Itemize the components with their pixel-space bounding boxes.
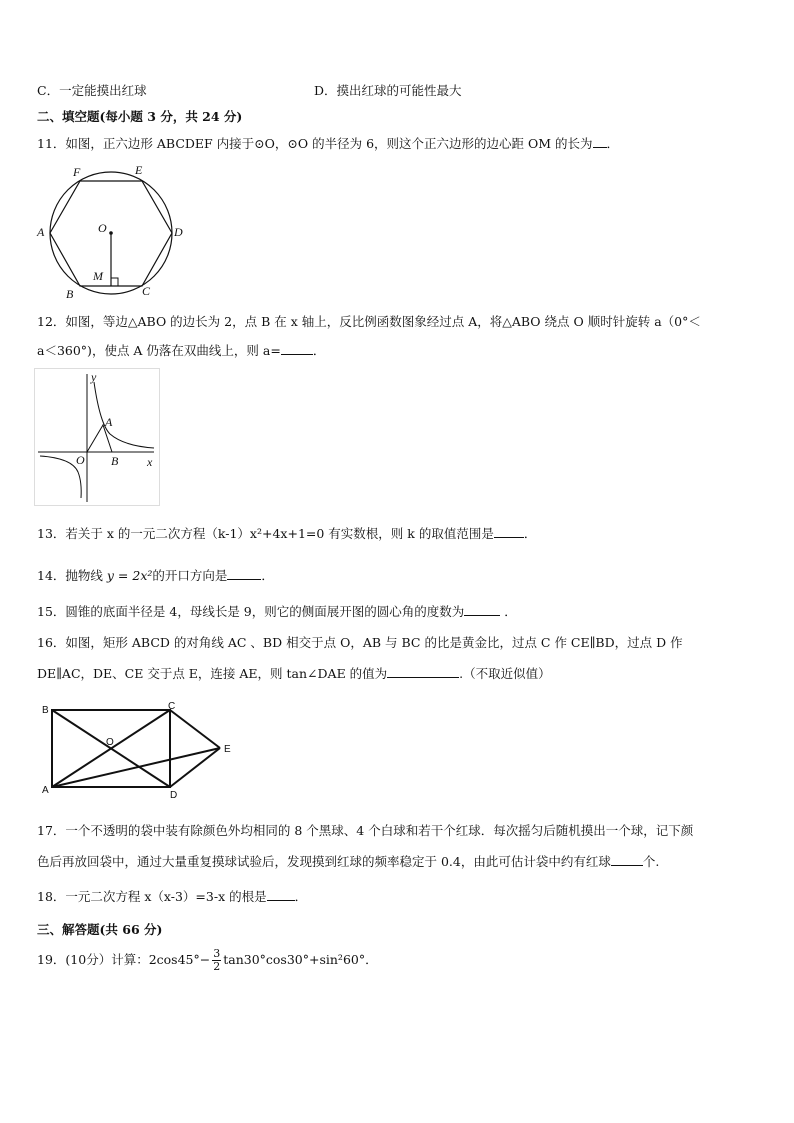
- q19-numerator: 3: [213, 947, 221, 960]
- q12-end: ．: [312, 343, 326, 358]
- q16-text: DE∥AC，DE、CE 交于点 E，连接 AE，则 tan∠DAE 的值为: [37, 666, 388, 681]
- q11-end: ．: [606, 136, 620, 151]
- label-a: A: [42, 785, 49, 796]
- q16-blank: [387, 665, 459, 678]
- label-o: O: [76, 453, 85, 467]
- q17-text: 色后再放回袋中，通过大量重复摸球试验后，发现摸到红球的频率稳定于 0.4，由此可估计袋中约有红球: [37, 854, 611, 869]
- question-12-line1: 12．如图，等边△ABO 的边长为 2，点 B 在 x 轴上，反比例函数图象经过点 A，将△ABO 绕点 O 顺时针旋转 a（0°＜: [37, 314, 701, 329]
- label-d: D: [170, 790, 178, 801]
- q11-blank: [593, 135, 607, 148]
- label-c: C: [168, 701, 176, 712]
- label-d: D: [174, 225, 183, 239]
- q15-blank: [464, 603, 500, 616]
- question-16-line2: [37, 665, 551, 683]
- q17-blank: [611, 853, 643, 866]
- question-19: [37, 946, 378, 974]
- q14-pre: 14．抛物线: [37, 568, 103, 583]
- question-11: [37, 135, 619, 153]
- hyperbola-branch-1: [94, 382, 154, 448]
- q15-text: 15．圆锥的底面半径是 4，母线长是 9，则它的侧面展开图的圆心角的度数为: [37, 604, 465, 619]
- q14-end: ．: [261, 568, 274, 583]
- question-17-line1: 17．一个不透明的袋中装有除颜色外均相同的 8 个黑球、4 个白球和若干个红球．每次摇匀后随机摸出一个球，记下颜: [37, 823, 694, 838]
- q14-blank: [227, 567, 261, 580]
- label-e: E: [224, 744, 231, 755]
- q14-post: 的开口方向是: [152, 568, 228, 583]
- question-13: [37, 525, 536, 543]
- q11-text: 11．如图，正六边形 ABCDEF 内接于⊙O，⊙O 的半径为 6，则这个正六边形的边心距 OM 的长为: [37, 136, 593, 151]
- q19-pre: 19．(10分）计算：2cos45°−: [37, 952, 211, 967]
- point-o: [109, 231, 113, 235]
- q13-blank: [494, 525, 524, 538]
- q12-text: a＜360°)，使点 A 仍落在双曲线上，则 a=: [37, 343, 281, 358]
- label-a: A: [37, 225, 45, 239]
- label-f: F: [73, 165, 81, 179]
- label-x: x: [147, 455, 153, 469]
- label-b: B: [111, 454, 119, 468]
- question-16-line1: 16．如图，矩形 ABCD 的对角线 AC 、BD 相交于点 O，AB 与 BC 的比是黄金比，过点 C 作 CE∥BD，过点 D 作: [37, 635, 683, 650]
- q18-end: ．: [294, 889, 308, 904]
- right-angle-mark: [111, 278, 118, 286]
- question-14: [37, 567, 274, 585]
- triangle-abo: [87, 425, 112, 452]
- label-o: O: [98, 221, 107, 235]
- q19-fraction: [212, 948, 221, 973]
- section-answer: 三、解答题(共 66 分): [37, 922, 163, 937]
- label-c: C: [142, 284, 151, 298]
- q19-denominator: 2: [213, 960, 221, 973]
- hyperbola-figure: [34, 368, 160, 506]
- question-17-line2: [37, 853, 659, 871]
- figure-frame: [35, 369, 160, 506]
- q15-end: ．: [504, 604, 517, 619]
- q18-text: 18．一元二次方程 x（x-3）=3-x 的根是: [37, 889, 267, 904]
- option-c: C．一定能摸出红球: [37, 83, 147, 98]
- question-18: [37, 888, 307, 906]
- q18-blank: [267, 888, 295, 901]
- question-15: [37, 603, 517, 621]
- label-e: E: [135, 163, 143, 177]
- option-d: D．摸出红球的可能性最大: [314, 83, 462, 98]
- q14-formula: y = 2x²: [106, 568, 153, 583]
- hexagon-figure: [34, 160, 194, 302]
- section-fill-blank: 二、填空题(每小题 3 分，共 24 分): [37, 109, 243, 124]
- rectangle-figure: [38, 700, 238, 804]
- label-b: B: [66, 287, 74, 301]
- label-b: B: [42, 705, 49, 716]
- q19-post: tan30°cos30°+sin²60°．: [223, 952, 378, 967]
- label-a: A: [105, 415, 113, 429]
- q16-end: .（不取近似值）: [459, 666, 551, 681]
- q17-end: 个.: [642, 854, 660, 869]
- question-12-line2: [37, 342, 325, 360]
- segment-ce: [170, 710, 220, 748]
- q13-end: ．: [523, 526, 537, 541]
- label-o: O: [106, 737, 114, 748]
- q13-text: 13．若关于 x 的一元二次方程（k-1）x²+4x+1=0 有实数根，则 k 的取值范围是: [37, 526, 494, 541]
- label-y: y: [91, 370, 97, 384]
- label-m: M: [93, 269, 103, 283]
- q12-blank: [281, 342, 313, 355]
